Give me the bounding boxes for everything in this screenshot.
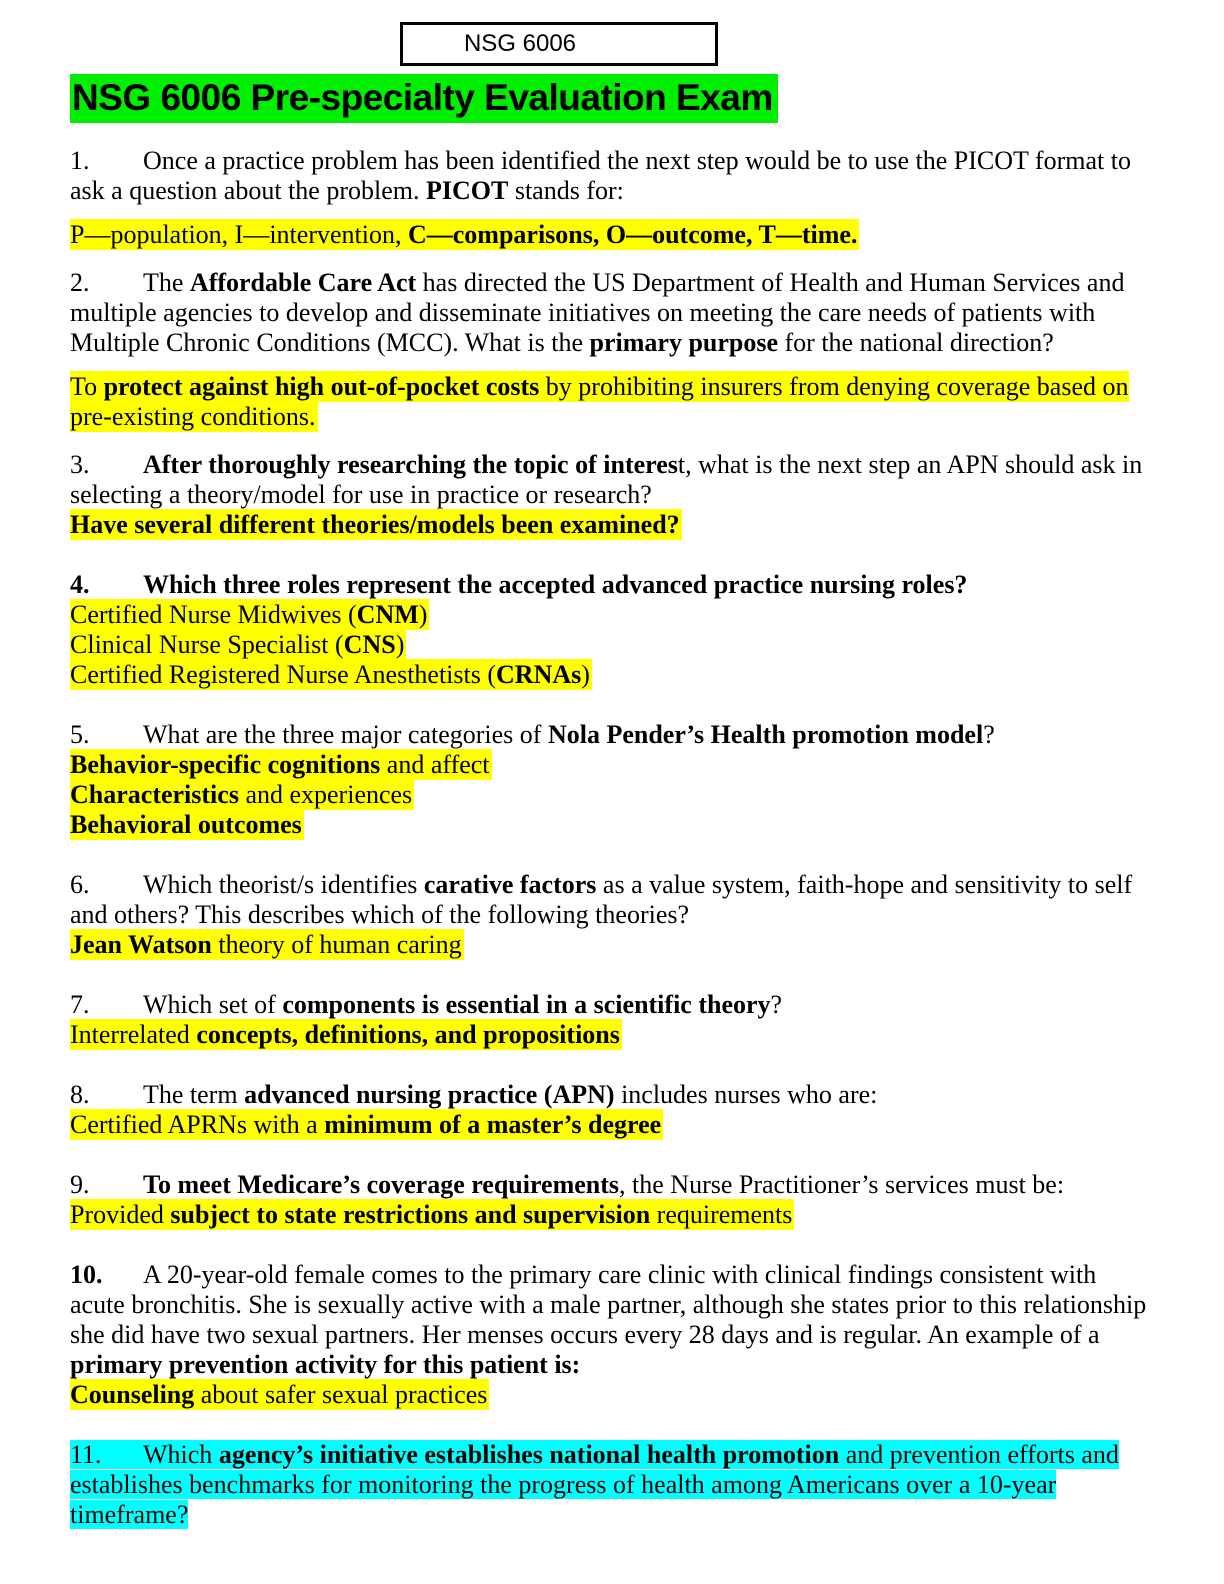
question-text: Which agency’s initiative establishes national health promotion and prevention efforts and establishes benchmarks for monitoring the progress of health among Americans over a 10-year timeframe? [70, 1440, 1119, 1529]
questions [70, 146, 1155, 1530]
question-paragraph [70, 870, 1155, 930]
answer-line [70, 1110, 1155, 1140]
answer-highlight: Interrelated concepts, definitions, and propositions [70, 1020, 620, 1049]
answer-highlight: Certified Registered Nurse Anesthetists (CRNAs) [70, 660, 590, 689]
question-paragraph [70, 720, 1155, 750]
question-text: Once a practice problem has been identified the next step would be to use the PICOT format to ask a question about the problem. PICOT stands for: [70, 146, 1131, 205]
question-line [70, 450, 1142, 509]
question-text: What are the three major categories of Nola Pender’s Health promotion model? [143, 720, 995, 749]
answer-line [70, 660, 1155, 690]
question-block [70, 146, 1155, 250]
question-text: Which set of components is essential in a scientific theory? [143, 990, 783, 1019]
answers-group [70, 1380, 1155, 1410]
question-line [70, 268, 1124, 357]
answer-highlight: Characteristics and experiences [70, 780, 413, 809]
question-paragraph [70, 1440, 1155, 1530]
question-number: 11. [70, 1440, 102, 1469]
question-paragraph [70, 1170, 1155, 1200]
question-number: 6. [70, 870, 90, 899]
question-paragraph [70, 1080, 1155, 1110]
answer-highlight: Certified Nurse Midwives (CNM) [70, 600, 428, 629]
question-paragraph [70, 268, 1155, 358]
answers-group [70, 600, 1155, 690]
question-number: 9. [70, 1170, 90, 1199]
question-line [70, 570, 967, 599]
answer-line [70, 930, 1155, 960]
answer-line [70, 1380, 1155, 1410]
question-text: The Affordable Care Act has directed the US Department of Health and Human Services and multiple agencies to develop and disseminate initiatives on meeting the care needs of patients with Multiple Chronic Conditions (MCC). What is the primary purpose for the national direction? [70, 268, 1125, 357]
question-block [70, 870, 1155, 960]
answer-highlight: Have several different theories/models been examined? [70, 510, 680, 539]
question-text: Which theorist/s identifies carative factors as a value system, faith-hope and sensitivity to self and others? This describes which of the following theories? [70, 870, 1133, 929]
answer-highlight: Clinical Nurse Specialist (CNS) [70, 630, 405, 659]
question-text: A 20-year-old female comes to the primary care clinic with clinical findings consistent with acute bronchitis. She is sexually active with a male partner, although she states prior to this relationship she did have two sexual partners. Her menses occurs every 28 days and is regular. An example of a primary prevention activity for this patient is: [70, 1260, 1147, 1379]
answer-highlight: Provided subject to state restrictions and supervision requirements [70, 1200, 793, 1229]
answers-group [70, 510, 1155, 540]
question-block [70, 268, 1155, 432]
question-number: 7. [70, 990, 90, 1019]
answer-highlight: Jean Watson theory of human caring [70, 930, 462, 959]
question-number: 8. [70, 1080, 90, 1109]
question-text: To meet Medicare’s coverage requirements, the Nurse Practitioner’s services must be: [143, 1170, 1065, 1199]
question-number: 4. [70, 570, 90, 599]
answers-group [70, 1110, 1155, 1140]
question-text: Which three roles represent the accepted advanced practice nursing roles? [143, 570, 968, 599]
question-paragraph [70, 1260, 1155, 1380]
question-block [70, 720, 1155, 840]
question-line [70, 1080, 877, 1109]
question-number: 3. [70, 450, 90, 479]
question-block [70, 1260, 1155, 1410]
answer-line [70, 630, 1155, 660]
question-line [70, 990, 782, 1019]
question-number: 2. [70, 268, 90, 297]
answer-line [70, 220, 1155, 250]
course-code-box [400, 22, 718, 66]
answers-group [70, 372, 1155, 432]
answers-group [70, 930, 1155, 960]
question-paragraph [70, 570, 1155, 600]
question-paragraph [70, 146, 1155, 206]
question-text: The term advanced nursing practice (APN) includes nurses who are: [143, 1080, 878, 1109]
answer-line [70, 600, 1155, 630]
question-block [70, 1080, 1155, 1140]
course-code-text: NSG 6006 [463, 30, 577, 57]
answer-line [70, 810, 1155, 840]
answer-highlight: To protect against high out-of-pocket costs by prohibiting insurers from denying coverage based on pre-existing conditions. [70, 372, 1129, 431]
answers-group [70, 1020, 1155, 1050]
page-title [70, 76, 1155, 120]
answer-line [70, 780, 1155, 810]
answers-group [70, 220, 1155, 250]
answer-highlight: P—population, I—intervention, C—comparisons, O—outcome, T—time. [70, 220, 858, 249]
question-text: After thoroughly researching the topic of interest, what is the next step an APN should ask in selecting a theory/model for use in practice or research? [70, 450, 1143, 509]
answer-highlight: Certified APRNs with a minimum of a master’s degree [70, 1110, 662, 1139]
question-number: 1. [70, 146, 90, 175]
question-line [70, 146, 1131, 205]
answer-line [70, 750, 1155, 780]
answer-highlight: Counseling about safer sexual practices [70, 1380, 488, 1409]
answers-group [70, 1200, 1155, 1230]
question-paragraph [70, 450, 1155, 510]
question-block [70, 450, 1155, 540]
question-line [70, 1440, 1119, 1529]
question-number: 5. [70, 720, 90, 749]
answer-line [70, 510, 1155, 540]
question-line [70, 720, 995, 749]
question-block [70, 990, 1155, 1050]
question-block [70, 1440, 1155, 1530]
answer-line [70, 1020, 1155, 1050]
question-line [70, 1260, 1146, 1379]
answer-line [70, 372, 1155, 432]
question-number: 10. [70, 1260, 103, 1289]
question-block [70, 570, 1155, 690]
question-line [70, 1170, 1064, 1199]
question-line [70, 870, 1132, 929]
answer-highlight: Behavior-specific cognitions and affect [70, 750, 490, 779]
question-paragraph [70, 990, 1155, 1020]
page-title-highlight: NSG 6006 Pre-specialty Evaluation Exam [70, 74, 778, 123]
question-block [70, 1170, 1155, 1230]
answers-group [70, 750, 1155, 840]
answer-line [70, 1200, 1155, 1230]
answer-highlight: Behavioral outcomes [70, 810, 302, 839]
